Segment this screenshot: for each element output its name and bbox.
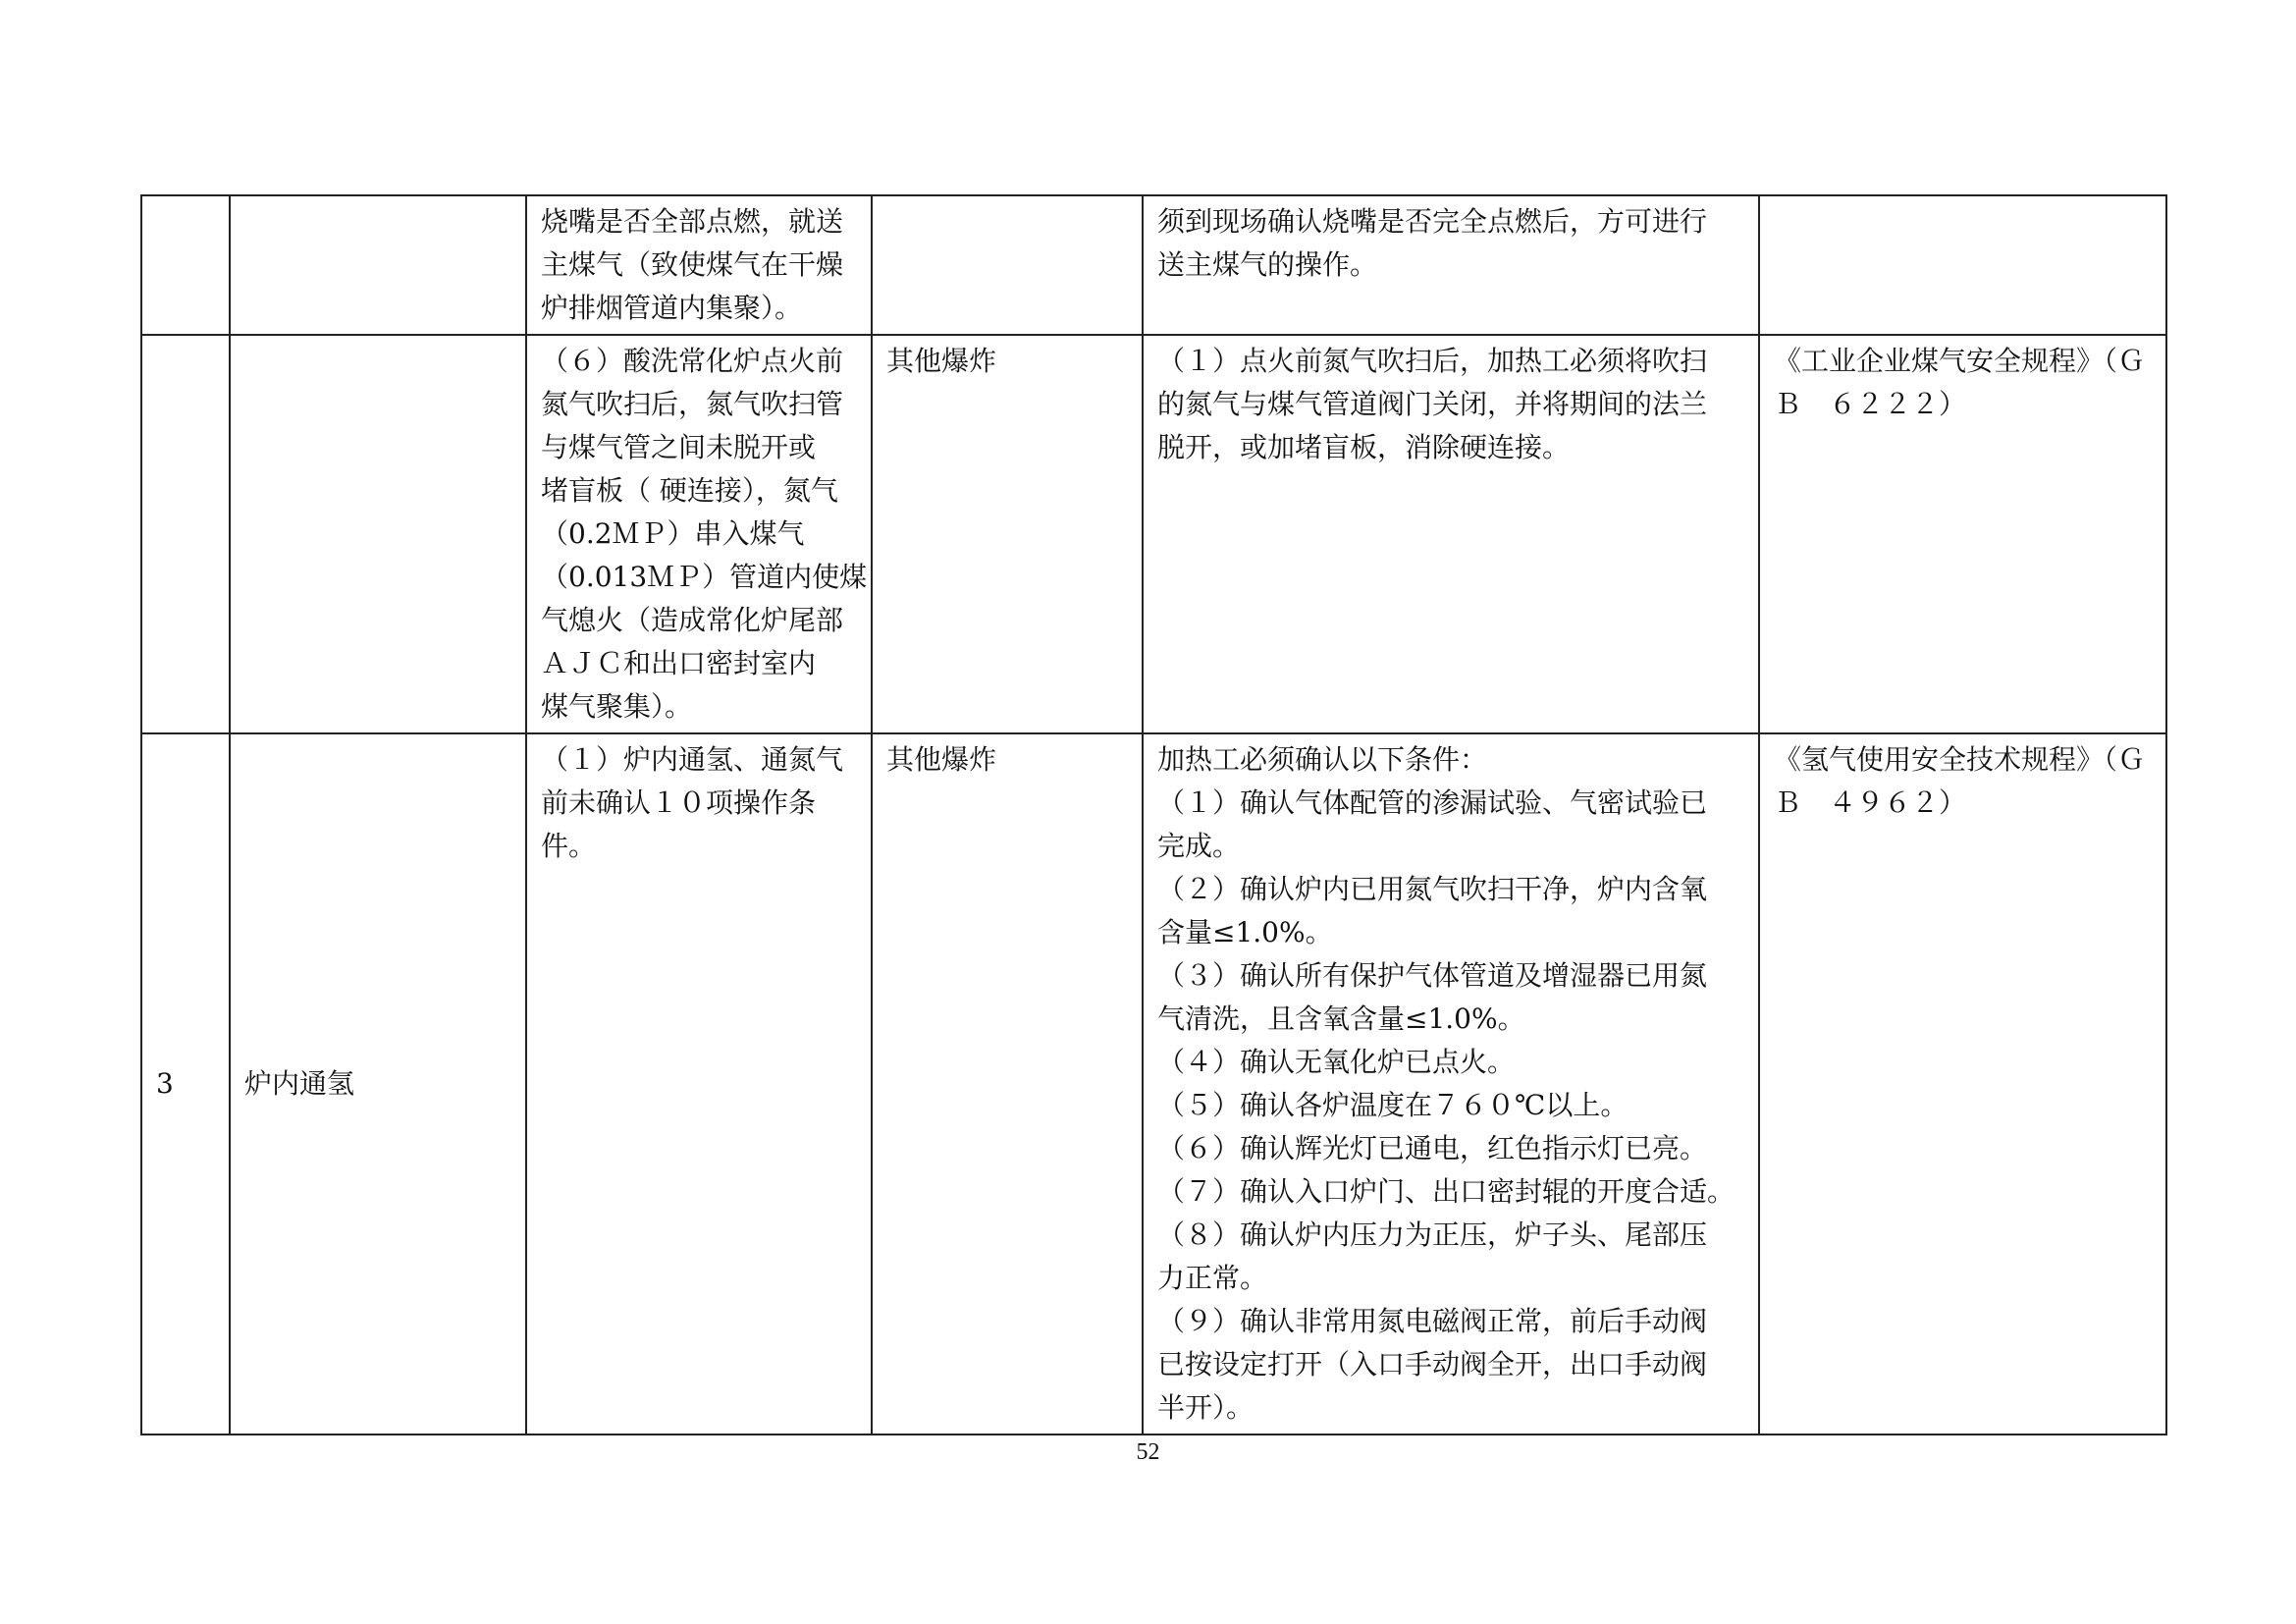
accident-type: 其他爆炸 (886, 743, 997, 776)
measure-line: 气清洗，且含氧含量≤1.0%。 (1157, 1002, 1525, 1035)
measure-cell (1143, 335, 1759, 733)
hazard-line: 件。 (541, 830, 597, 862)
measure-line: 加热工必须确认以下条件： (1157, 743, 1488, 776)
hazard-cell (526, 335, 872, 733)
measure-line: 须到现场确认烧嘴是否完全点燃后，方可进行 (1157, 205, 1708, 238)
table-row (141, 195, 2166, 335)
operation-name: 炉内通氢 (244, 1067, 355, 1100)
accident-cell (872, 335, 1143, 733)
measure-cell (1143, 195, 1759, 335)
hazard-line: （0.013ＭＰ）管道内使煤 (541, 561, 868, 593)
hazard-line: 与煤气管之间未脱开或 (541, 431, 817, 463)
measure-line: 脱开，或加堵盲板，消除硬连接。 (1157, 431, 1571, 463)
row-number: 3 (156, 1067, 174, 1100)
accident-cell (872, 195, 1143, 335)
regulation-table (140, 194, 2167, 1435)
hazard-line: 主煤气（致使煤气在干燥 (541, 248, 844, 281)
basis-line: Ｂ ４９６２） (1774, 786, 1967, 819)
basis-line: 《工业企业煤气安全规程》（Ｇ (1774, 345, 2146, 377)
basis-line: 《氢气使用安全技术规程》（Ｇ (1774, 743, 2146, 776)
accident-type: 其他爆炸 (886, 345, 997, 377)
measure-line: （９）确认非常用氮电磁阀正常，前后手动阀 (1157, 1305, 1708, 1337)
basis-cell (1759, 733, 2166, 1435)
table-row (141, 335, 2166, 733)
measure-line: 送主煤气的操作。 (1157, 248, 1378, 281)
row-number-cell (141, 195, 230, 335)
measure-line: （１）点火前氮气吹扫后，加热工必须将吹扫 (1157, 345, 1708, 377)
measure-line: （７）确认入口炉门、出口密封辊的开度合适。 (1157, 1175, 1735, 1208)
measure-line: 完成。 (1157, 830, 1241, 862)
hazard-line: （１）炉内通氢、通氮气 (541, 743, 844, 776)
table-row (141, 733, 2166, 1435)
operation-cell (230, 195, 526, 335)
measure-line: 含量≤1.0%。 (1157, 916, 1333, 948)
measure-line: 半开）。 (1157, 1391, 1255, 1424)
measure-cell (1143, 733, 1759, 1435)
hazard-line: 烧嘴是否全部点燃，就送 (541, 205, 844, 238)
hazard-line: 氮气吹扫后，氮气吹扫管 (541, 388, 844, 420)
basis-cell (1759, 335, 2166, 733)
measure-line: （３）确认所有保护气体管道及增湿器已用氮 (1157, 959, 1708, 992)
measure-line: 的氮气与煤气管道阀门关闭，并将期间的法兰 (1157, 388, 1708, 420)
hazard-cell (526, 733, 872, 1435)
basis-line: Ｂ ６２２２） (1774, 388, 1967, 420)
measure-line: （４）确认无氧化炉已点火。 (1157, 1046, 1516, 1078)
hazard-line: 前未确认１０项操作条 (541, 786, 817, 819)
measure-line: （２）确认炉内已用氮气吹扫干净，炉内含氧 (1157, 873, 1708, 905)
measure-line: （８）确认炉内压力为正压，炉子头、尾部压 (1157, 1218, 1708, 1251)
hazard-line: 气熄火（造成常化炉尾部 (541, 604, 844, 636)
operation-cell (230, 733, 526, 1435)
hazard-line: 炉排烟管道内集聚）。 (541, 292, 803, 324)
hazard-line: （６）酸洗常化炉点火前 (541, 345, 844, 377)
measure-line: 力正常。 (1157, 1262, 1268, 1294)
hazard-line: ＡＪＣ和出口密封室内 (541, 647, 817, 679)
hazard-line: （0.2ＭＰ）串入煤气 (541, 517, 805, 550)
basis-cell (1759, 195, 2166, 335)
page-number: 52 (1136, 1439, 1160, 1465)
hazard-line: 堵盲板（ 硬连接），氮气 (541, 474, 838, 507)
accident-cell (872, 733, 1143, 1435)
measure-line: （５）确认各炉温度在７６０℃以上。 (1157, 1089, 1629, 1121)
measure-line: （６）确认辉光灯已通电，红色指示灯已亮。 (1157, 1132, 1708, 1164)
row-number-cell (141, 335, 230, 733)
row-number-cell (141, 733, 230, 1435)
hazard-line: 煤气聚集）。 (541, 690, 693, 723)
measure-line: 已按设定打开（入口手动阀全开，出口手动阀 (1157, 1348, 1708, 1380)
hazard-cell (526, 195, 872, 335)
measure-line: （１）确认气体配管的渗漏试验、气密试验已 (1157, 786, 1708, 819)
operation-cell (230, 335, 526, 733)
